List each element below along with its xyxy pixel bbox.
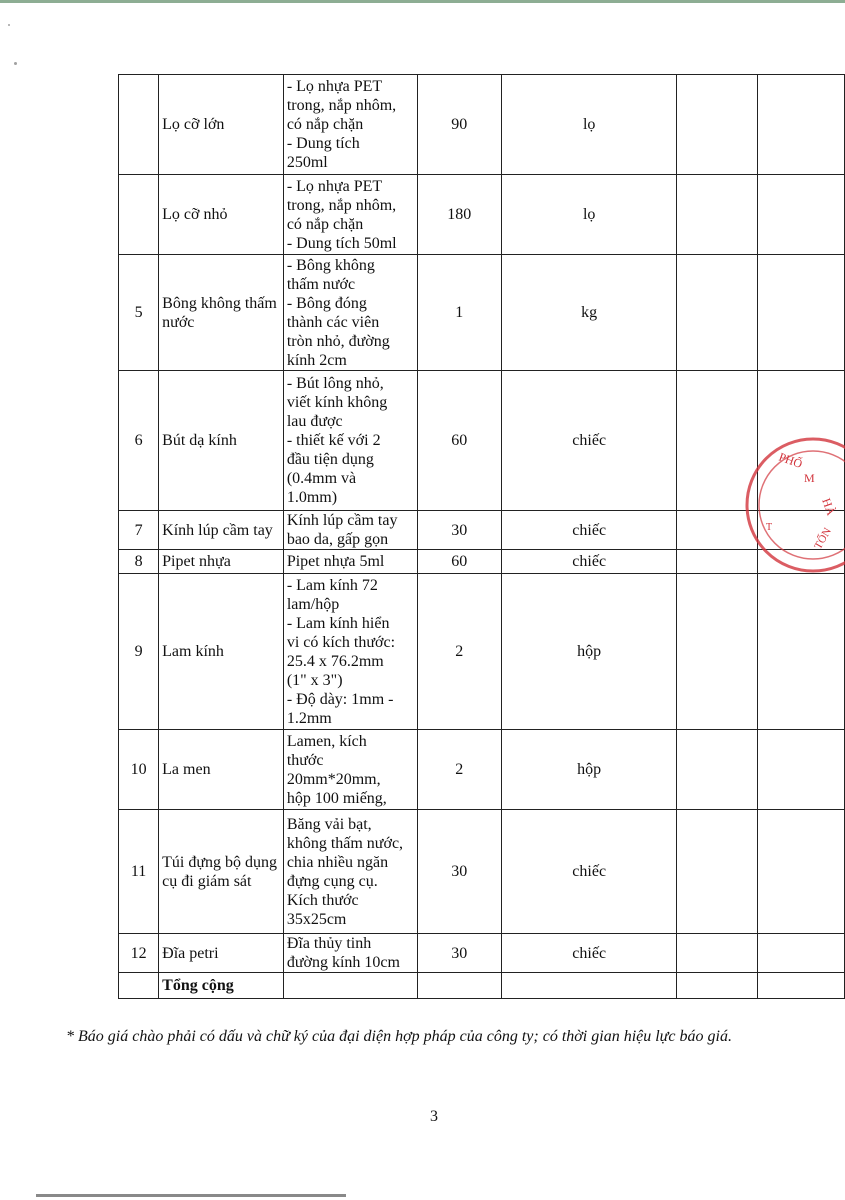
quotation-note: * Báo giá chào phải có dấu và chữ ký của đại diện hợp pháp của công ty; có thời gian hiệu lực báo giá.: [66, 1028, 732, 1045]
spec-line: có nắp chặn: [286, 215, 364, 233]
total-empty-cell: [677, 973, 757, 999]
item-spec: [283, 75, 417, 175]
item-number: 12: [119, 934, 159, 973]
table-row: [119, 511, 845, 550]
top-edge-rule: [0, 0, 845, 3]
spec-line: - thiết kế với 2: [286, 432, 381, 449]
spec-line: đường kính 10cm: [286, 954, 400, 971]
spec-line: Kích thước: [286, 891, 359, 909]
item-name: Bông không thấm nước: [159, 255, 284, 371]
unit-price-cell: [677, 75, 757, 175]
spec-line: thấm nước: [286, 275, 356, 293]
amount-cell: [757, 934, 844, 973]
item-quantity: 1: [417, 255, 501, 371]
table-row: [119, 175, 845, 255]
spec-line: - Bút lông nhỏ,: [286, 375, 384, 392]
table-row: [119, 550, 845, 574]
table-row: [119, 810, 845, 934]
item-spec: [283, 175, 417, 255]
spec-line: đầu tiện dụng: [286, 451, 374, 468]
spec-line: thành các viên: [286, 313, 380, 331]
unit-price-cell: [677, 730, 757, 810]
amount-cell: [757, 810, 844, 934]
item-name: Kính lúp cầm tay: [159, 511, 284, 550]
spec-line: viết kính không: [286, 394, 388, 411]
item-number: 11: [119, 810, 159, 934]
unit-price-cell: [677, 934, 757, 973]
spec-line: trong, nắp nhôm,: [286, 97, 397, 114]
total-label: Tổng cộng: [159, 973, 284, 999]
unit-price-cell: [677, 255, 757, 371]
spec-line: tròn nhỏ, đường: [286, 332, 390, 350]
item-quantity: 2: [417, 574, 501, 730]
total-empty-cell: [501, 973, 677, 999]
item-name: Lọ cỡ nhỏ: [159, 175, 284, 255]
spec-line: - Lọ nhựa PET: [286, 177, 383, 195]
spec-line: 250ml: [286, 154, 328, 171]
spec-line: Lamen, kích: [286, 732, 367, 750]
spec-line: chia nhiều ngăn: [286, 853, 389, 871]
item-number: [119, 175, 159, 255]
spec-line: - Lọ nhựa PET: [286, 78, 383, 95]
item-spec: [283, 255, 417, 371]
spec-line: - Lam kính 72: [286, 576, 378, 594]
quotation-table: [118, 74, 845, 999]
spec-line: đựng cụng cụ.: [286, 872, 378, 890]
item-name: Pipet nhựa: [159, 550, 284, 574]
table-row: [119, 934, 845, 973]
table-row: [119, 730, 845, 810]
svg-text:T: T: [766, 522, 773, 533]
spec-line: 25.4 x 76.2mm: [286, 652, 384, 670]
item-quantity: 30: [417, 934, 501, 973]
item-number: 7: [119, 511, 159, 550]
spec-line: Pipet nhựa 5ml: [286, 553, 385, 570]
amount-cell: [757, 255, 844, 371]
scan-speck: [8, 24, 10, 26]
svg-text:TỐN: TỐN: [812, 525, 834, 552]
spec-line: Băng vải bạt,: [286, 815, 372, 833]
item-name: Bút dạ kính: [159, 371, 284, 511]
item-unit: kg: [501, 255, 677, 371]
item-number: 10: [119, 730, 159, 810]
spec-line: 20mm*20mm,: [286, 770, 381, 788]
spec-line: trong, nắp nhôm,: [286, 196, 397, 214]
item-unit: chiếc: [501, 934, 677, 973]
total-empty-cell: [283, 973, 417, 999]
item-quantity: 2: [417, 730, 501, 810]
item-quantity: 180: [417, 175, 501, 255]
item-number: 8: [119, 550, 159, 574]
item-number: 5: [119, 255, 159, 371]
spec-line: có nắp chặn: [286, 116, 364, 133]
item-spec: [283, 730, 417, 810]
item-number: [119, 75, 159, 175]
unit-price-cell: [677, 175, 757, 255]
spec-line: - Dung tích 50ml: [286, 234, 397, 252]
unit-price-cell: [677, 574, 757, 730]
table-row: [119, 371, 845, 511]
total-number-cell: [119, 973, 159, 999]
unit-price-cell: [677, 810, 757, 934]
item-unit: chiếc: [501, 511, 677, 550]
item-unit: chiếc: [501, 810, 677, 934]
item-name: Túi đựng bộ dụng cụ đi giám sát: [159, 810, 284, 934]
spec-line: - Độ dày: 1mm -: [286, 690, 394, 708]
spec-line: 1.0mm): [286, 489, 338, 506]
item-spec: [283, 574, 417, 730]
spec-line: Đĩa thủy tinh: [286, 935, 372, 952]
spec-line: thước: [286, 751, 324, 769]
item-unit: hộp: [501, 730, 677, 810]
spec-line: 1.2mm: [286, 709, 332, 727]
total-empty-cell: [757, 973, 844, 999]
table-row: [119, 574, 845, 730]
item-spec: [283, 934, 417, 973]
spec-line: - Dung tích: [286, 135, 360, 152]
svg-text:HÀ: HÀ: [819, 496, 839, 518]
item-spec: [283, 371, 417, 511]
table-row: [119, 75, 845, 175]
spec-line: hộp 100 miếng,: [286, 789, 387, 807]
item-unit: chiếc: [501, 550, 677, 574]
item-spec: [283, 810, 417, 934]
spec-line: (1" x 3"): [286, 671, 343, 689]
spec-line: - Bông không: [286, 256, 375, 274]
amount-cell: [757, 75, 844, 175]
spec-line: - Lam kính hiển: [286, 614, 390, 632]
svg-text:M: M: [804, 471, 815, 485]
svg-text:PHỐ: PHỐ: [776, 449, 805, 472]
item-number: 6: [119, 371, 159, 511]
page-number: 3: [430, 1108, 438, 1125]
spec-line: lau được: [286, 413, 343, 430]
item-name: Lọ cỡ lớn: [159, 75, 284, 175]
amount-cell: [757, 730, 844, 810]
table-row: [119, 255, 845, 371]
item-quantity: 90: [417, 75, 501, 175]
item-unit: chiếc: [501, 371, 677, 511]
red-stamp-seal: [738, 430, 845, 580]
item-spec: [283, 550, 417, 574]
scan-speck: [14, 62, 17, 65]
spec-line: 35x25cm: [286, 910, 347, 928]
spec-line: kính 2cm: [286, 351, 347, 369]
spec-line: (0.4mm và: [286, 470, 357, 487]
item-name: La men: [159, 730, 284, 810]
spec-line: vi có kích thước:: [286, 633, 396, 651]
spec-line: lam/hộp: [286, 595, 340, 613]
item-unit: lọ: [501, 175, 677, 255]
item-number: 9: [119, 574, 159, 730]
item-quantity: 30: [417, 511, 501, 550]
amount-cell: [757, 574, 844, 730]
item-name: Đĩa petri: [159, 934, 284, 973]
amount-cell: [757, 175, 844, 255]
total-row: [119, 973, 845, 999]
item-name: Lam kính: [159, 574, 284, 730]
bottom-edge-rule: [36, 1194, 346, 1197]
total-empty-cell: [417, 973, 501, 999]
item-spec: [283, 511, 417, 550]
item-quantity: 60: [417, 371, 501, 511]
spec-line: Kính lúp cầm tay: [286, 512, 398, 529]
item-quantity: 30: [417, 810, 501, 934]
item-unit: hộp: [501, 574, 677, 730]
item-quantity: 60: [417, 550, 501, 574]
spec-line: - Bông đóng: [286, 294, 367, 312]
spec-line: bao da, gấp gọn: [286, 531, 389, 548]
item-unit: lọ: [501, 75, 677, 175]
spec-line: không thấm nước,: [286, 834, 404, 852]
